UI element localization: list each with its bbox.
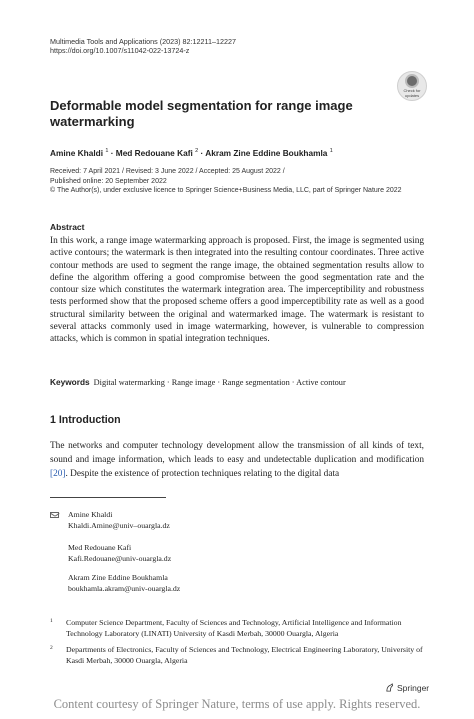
contact-email[interactable]: boukhamla.akram@univ-ouargla.dz: [68, 583, 181, 593]
crossmark-icon: [405, 74, 419, 88]
affiliation-text: Computer Science Department, Faculty of Sciences and Technology, Artificial Intelligence and Information Technology Laboratory (LINATI) University of Kasdi Merbah, 30000 Ouargla, Algeria: [66, 618, 402, 638]
affiliation-ref: 1: [105, 148, 109, 155]
contact-entry: [68, 573, 180, 594]
publisher-name: Springer: [397, 683, 430, 693]
author-name[interactable]: Akram Zine Eddine Boukhamla: [205, 148, 328, 158]
contact-email[interactable]: Kafi.Redouane@univ-ouargla.dz: [68, 553, 172, 563]
introduction-text: The networks and computer technology development allow the transmission of all kinds of text, sound and image information, which leads to easy and undetectable duplication and modification [20]. Despite the existence of protection techniques relating to the digital data: [50, 441, 424, 479]
keywords: [50, 377, 346, 387]
badge-line-2: updates: [404, 92, 420, 98]
author-separator: ·: [110, 148, 114, 158]
author-list: [50, 148, 333, 158]
keywords-label: Keywords: [50, 377, 90, 387]
journal-header: [50, 37, 236, 55]
section-heading-introduction: 1 Introduction: [50, 414, 121, 426]
abstract-heading: Abstract: [50, 222, 85, 232]
footnote-divider: [50, 497, 166, 498]
check-for-updates-badge[interactable]: [397, 71, 427, 101]
contact-email[interactable]: Khaldi.Amine@univ–ouargla.dz: [68, 520, 170, 530]
envelope-icon: [50, 512, 59, 518]
publication-dates: [50, 167, 402, 196]
courtesy-watermark: Content courtesy of Springer Nature, terms of use apply. Rights reserved.: [53, 697, 421, 711]
doi-link[interactable]: https://doi.org/10.1007/s11042-022-13724-z: [50, 46, 190, 55]
contact-name: Med Redouane Kafi: [68, 543, 132, 552]
affiliation-ref: 1: [329, 148, 333, 155]
affiliation-1: [50, 618, 424, 639]
author-name[interactable]: Med Redouane Kafi: [115, 148, 193, 158]
article-title: Deformable model segmentation for range image watermarking: [50, 98, 353, 129]
badge-line-1: Check for: [403, 88, 421, 93]
contact-entry: [68, 543, 171, 564]
published-date: Published online: 20 September 2022: [50, 177, 167, 185]
affiliation-2: [50, 645, 424, 666]
contact-name: Akram Zine Eddine Boukhamla: [68, 573, 168, 582]
author-separator: ·: [200, 148, 204, 158]
contact-entry: [68, 510, 170, 531]
citation-link[interactable]: [20]: [50, 469, 66, 479]
abstract-text: In this work, a range image watermarking approach is proposed. First, the image is segmented using active contours; the watermark is then integrated into the resulting contour coordinates. Three active contour methods are used to segment the range image, the obtained segmentation results allow to define the algorithm offering a good compromise between the good segmentation rate and the contour size which constitutes the watermark integration area. The imperceptibility and robustness tests performed show that the proposed scheme offers a good imperceptibility rate as well as a good structural similarity between the original and watermarked image. The watermark is resistant to several attacks commonly used in image watermarking, however, is vulnerable to compression attacks, which is common in spatial integration techniques.: [50, 236, 424, 345]
copyright-notice: © The Author(s), under exclusive licence to Springer Science+Business Media, LLC, part of Springer Nature 2022: [50, 187, 402, 195]
received-dates: Received: 7 April 2021 / Revised: 3 June 2022 / Accepted: 25 August 2022 /: [50, 168, 285, 175]
publisher-logo: [385, 683, 429, 693]
keywords-text: Digital watermarking · Range image · Range segmentation · Active contour: [93, 378, 346, 387]
journal-citation: Multimedia Tools and Applications (2023) 82:12211–12227: [50, 37, 236, 46]
affiliation-number: 1: [50, 618, 53, 624]
affiliation-text: Departments of Electronics, Faculty of Sciences and Technology, Electrical Engineering Laboratory, University of Kasdi Merbah, 30000 Ouargla, Algeria: [66, 645, 423, 665]
author-name[interactable]: Amine Khaldi: [50, 148, 104, 158]
contact-name: Amine Khaldi: [68, 510, 113, 519]
springer-horse-icon: [385, 683, 394, 692]
affiliation-number: 2: [50, 645, 53, 651]
affiliation-ref: 2: [195, 148, 199, 155]
